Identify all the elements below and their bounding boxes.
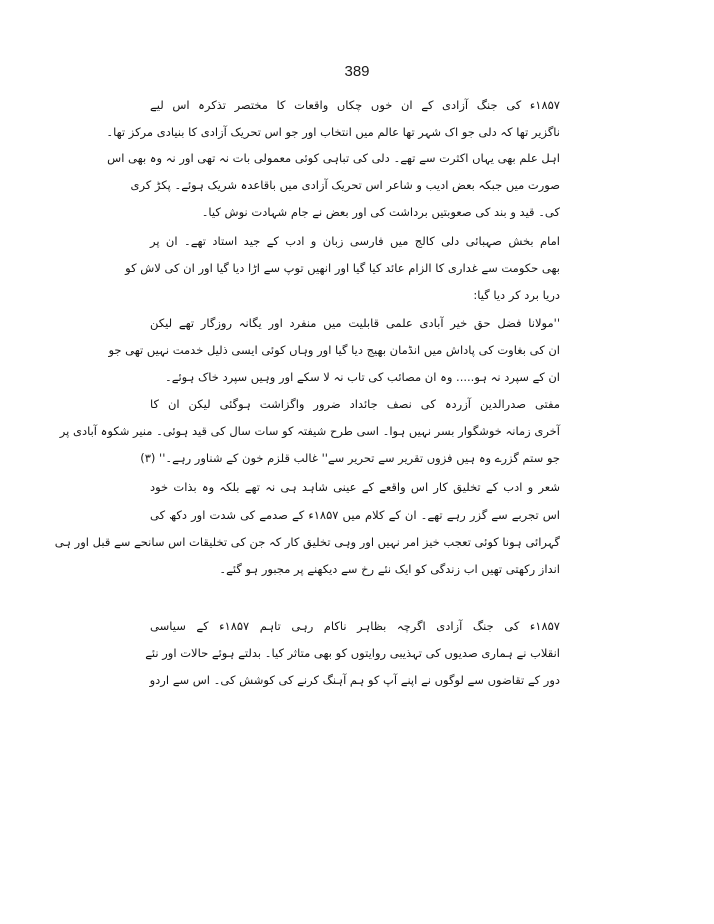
text-line: آخری زمانہ خوشگوار بسر نہیں ہوا۔ اسی طرح شیفتہ کو سات سال کی قید ہوئی۔ منیر شکوہ آبادی پر <box>59 424 560 438</box>
text-line: ان کی بغاوت کی پاداش میں انڈمان بھیج دیا گیا اور وہاں کوئی ایسی ذلیل خدمت نہیں تھی جو <box>108 343 560 357</box>
text-line: اس تجربے سے گزر رہے تھے۔ ان کے کلام میں ۱۸۵۷ء کے صدمے کی شدت اور دکھ کی <box>150 508 560 522</box>
text-line: بھی حکومت سے غداری کا الزام عائد کیا گیا اور انھیں توپ سے اڑا دیا گیا اور ان کی لاش کو <box>125 261 560 275</box>
text-line: ناگزیر تھا کہ دلی جو اک شہر تھا عالم میں انتخاب اور جو اس تحریک آزادی کا بنیادی مرکز تھا۔ <box>106 125 560 139</box>
text-line: مفتی صدرالدین آزردہ کی نصف جائداد ضرور واگزاشت ہوگئی لیکن ان کا <box>150 397 560 411</box>
text-line: ''مولانا فضل حق خیر آبادی علمی قابلیت میں منفرد اور یگانہ روزگار تھے لیکن <box>150 316 560 330</box>
page-number: 389 <box>344 63 370 80</box>
text-line: شعر و ادب کے تخلیق کار اس واقعے کے عینی شاہد ہی نہ تھے بلکہ وہ بذات خود <box>150 480 560 494</box>
text-line: اہل علم بھی یہاں اکثرت سے تھے۔ دلی کی تباہی کوئی معمولی بات نہ تھی اور نہ وہ بھی اس <box>107 151 560 165</box>
text-line: جو ستم گزرے وہ ہیں فزوں تقریر سے تحریر سے'' غالب قلزم خون کے شناور رہے۔'' (۳) <box>140 451 560 465</box>
text-line: ۱۸۵۷ء کی جنگ آزادی اگرچہ بظاہر ناکام رہی تاہم ۱۸۵۷ء کے سیاسی <box>150 619 560 633</box>
text-line: دریا برد کر دیا گیا: <box>473 288 560 302</box>
text-line: ان کے سپرد نہ ہو..... وہ ان مصائب کی تاب نہ لا سکے اور وہیں سپرد خاک ہوئے۔ <box>165 370 560 384</box>
text-line: دور کے تقاضوں سے لوگوں نے اپنے آپ کو ہم آہنگ کرنے کی کوشش کی۔ اس سے اردو <box>149 673 560 687</box>
text-line: انقلاب نے ہماری صدیوں کی تہذیبی روایتوں کو بھی متاثر کیا۔ بدلتے ہوئے حالات اور نئے <box>145 646 560 660</box>
text-line: گہرائی ہونا کوئی تعجب خیز امر نہیں اور وہی تخلیق کار کہ جن کی تخلیقات اس سانحے سے قبل اور ہی <box>54 535 560 549</box>
text-line: صورت میں جبکہ بعض ادیب و شاعر اس تحریک آزادی میں باقاعدہ شریک ہوئے۔ پکڑ کری <box>130 178 560 192</box>
text-line: امام بخش صہبائی دلی کالج میں فارسی زبان و ادب کے جید استاد تھے۔ ان پر <box>150 234 560 248</box>
text-line: کی۔ قید و بند کی صعوبتیں برداشت کی اور بعض نے جام شہادت نوش کیا۔ <box>201 205 560 219</box>
text-line: انداز رکھتی تھیں اب زندگی کو ایک نئے رخ سے دیکھنے پر مجبور ہو گئے۔ <box>219 562 560 576</box>
text-line: ۱۸۵۷ء کی جنگ آزادی کے ان خوں چکاں واقعات کا مختصر تذکرہ اس لیے <box>150 98 560 112</box>
